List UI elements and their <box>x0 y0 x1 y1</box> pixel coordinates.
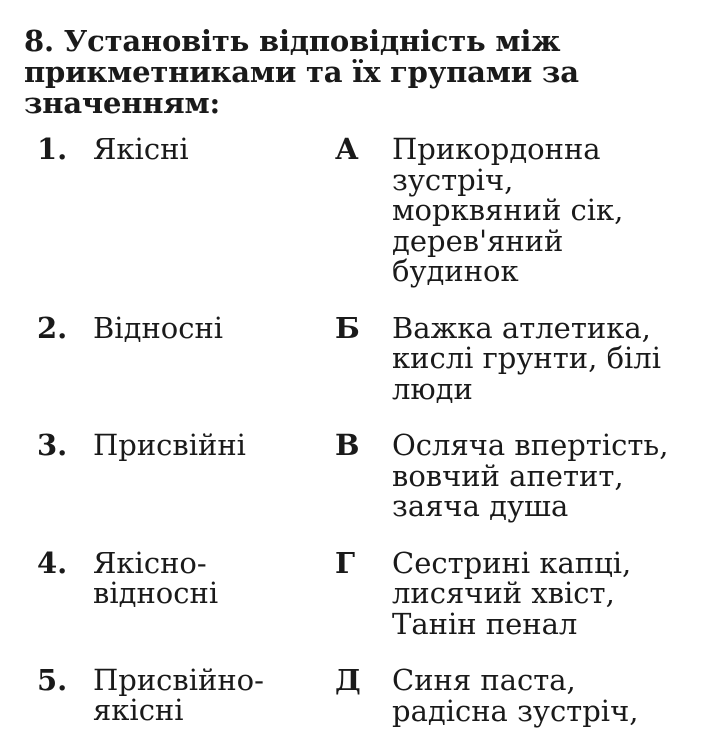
question-title <box>24 26 664 119</box>
option-letter: Г <box>335 545 356 580</box>
example-line: будинок <box>392 254 519 288</box>
row-number: 2. <box>37 310 68 345</box>
option-examples <box>392 665 692 726</box>
matching-row <box>0 430 701 522</box>
adjective-group-line: Якісно- <box>93 545 207 580</box>
question-title-line: прикметниками та їх групами за <box>24 55 579 89</box>
adjective-group-line: відносні <box>93 575 219 610</box>
matching-row <box>0 545 701 641</box>
option-letter: Д <box>335 663 361 697</box>
adjective-group <box>93 665 313 725</box>
matching-row <box>0 665 701 726</box>
example-line: Осляча впертість, <box>392 428 669 462</box>
example-line: заяча душа <box>392 489 569 523</box>
adjective-group <box>93 134 313 164</box>
matching-table <box>0 134 701 752</box>
adjective-group-line: Відносні <box>93 310 224 345</box>
row-number: 3. <box>37 428 68 462</box>
question-title-line: 8. Установіть відповідність між <box>24 24 561 58</box>
example-line: морквяний сік, <box>392 193 624 227</box>
matching-row <box>0 310 701 406</box>
adjective-group-line: Присвійно- <box>93 663 264 697</box>
adjective-group <box>93 310 313 345</box>
option-letter: В <box>335 428 360 462</box>
row-number: 4. <box>37 545 68 580</box>
matching-row <box>0 134 701 287</box>
example-line: кислі грунти, білі <box>392 341 662 375</box>
example-line: Прикордонна <box>392 132 601 166</box>
option-examples <box>392 545 692 641</box>
example-line: Танін пенал <box>392 606 578 641</box>
option-examples <box>392 134 692 287</box>
example-line: вовчий апетит, <box>392 458 624 493</box>
adjective-group-line: Присвійні <box>93 428 246 462</box>
example-line: Синя паста, <box>392 663 576 697</box>
example-line: радісна зустріч, <box>392 693 639 728</box>
example-line: дерев'яний <box>392 223 564 258</box>
question-title-line: значенням: <box>24 86 220 120</box>
row-number: 1. <box>37 132 68 166</box>
example-line: лисячий хвіст, <box>392 576 615 610</box>
option-examples <box>392 310 692 406</box>
example-line: Важка атлетика, <box>392 310 651 345</box>
option-letter: А <box>335 132 359 166</box>
option-letter: Б <box>335 310 360 345</box>
example-line: люди <box>392 371 473 406</box>
adjective-group <box>93 430 313 460</box>
adjective-group-line: Якісні <box>93 132 189 166</box>
example-line: Сестрині капці, <box>392 545 632 580</box>
adjective-group-line: якісні <box>93 693 184 727</box>
row-number: 5. <box>37 663 68 697</box>
option-examples <box>392 430 692 522</box>
example-line: зустріч, <box>392 162 514 197</box>
adjective-group <box>93 545 313 610</box>
